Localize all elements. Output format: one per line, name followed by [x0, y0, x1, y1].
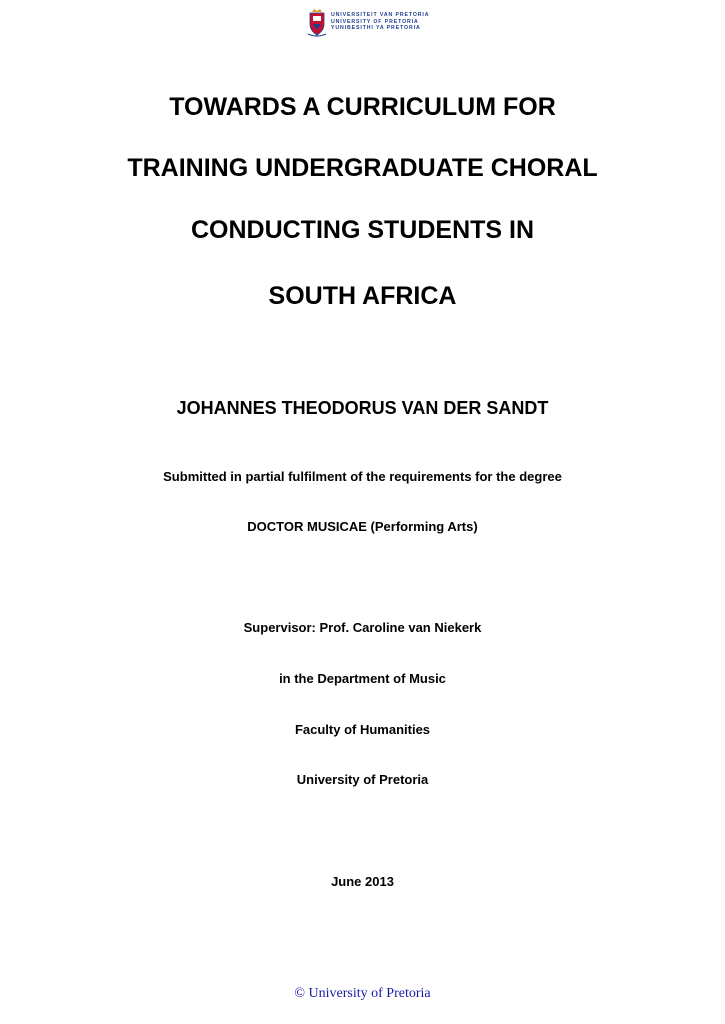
- title-line-4: SOUTH AFRICA: [268, 282, 457, 310]
- title-line-2: TRAINING UNDERGRADUATE CHORAL: [127, 154, 598, 182]
- logo-text-afrikaans: UNIVERSITEIT VAN PRETORIA: [331, 12, 430, 19]
- university: University of Pretoria: [296, 772, 429, 787]
- submission-date: June 2013: [331, 874, 394, 889]
- faculty: Faculty of Humanities: [294, 722, 431, 737]
- copyright-footer: © University of Pretoria: [294, 986, 431, 1001]
- logo-text-sepedi: YUNIBESITHI YA PRETORIA: [331, 25, 421, 32]
- title-line-3: CONDUCTING STUDENTS IN: [190, 216, 535, 244]
- supervisor: Supervisor: Prof. Caroline van Niekerk: [243, 620, 482, 635]
- department: in the Department of Music: [279, 671, 446, 686]
- title-line-1: TOWARDS A CURRICULUM FOR: [169, 93, 556, 121]
- university-logo: [307, 7, 429, 37]
- author-name: JOHANNES THEODORUS VAN DER SANDT: [176, 398, 549, 418]
- degree-name: DOCTOR MUSICAE (Performing Arts): [247, 519, 478, 534]
- university-crest-icon: [307, 7, 327, 37]
- submission-statement: Submitted in partial fulfilment of the requirements for the degree: [163, 469, 562, 484]
- logo-text-english: UNIVERSITY OF PRETORIA: [331, 18, 419, 25]
- university-logo-text: [331, 12, 429, 31]
